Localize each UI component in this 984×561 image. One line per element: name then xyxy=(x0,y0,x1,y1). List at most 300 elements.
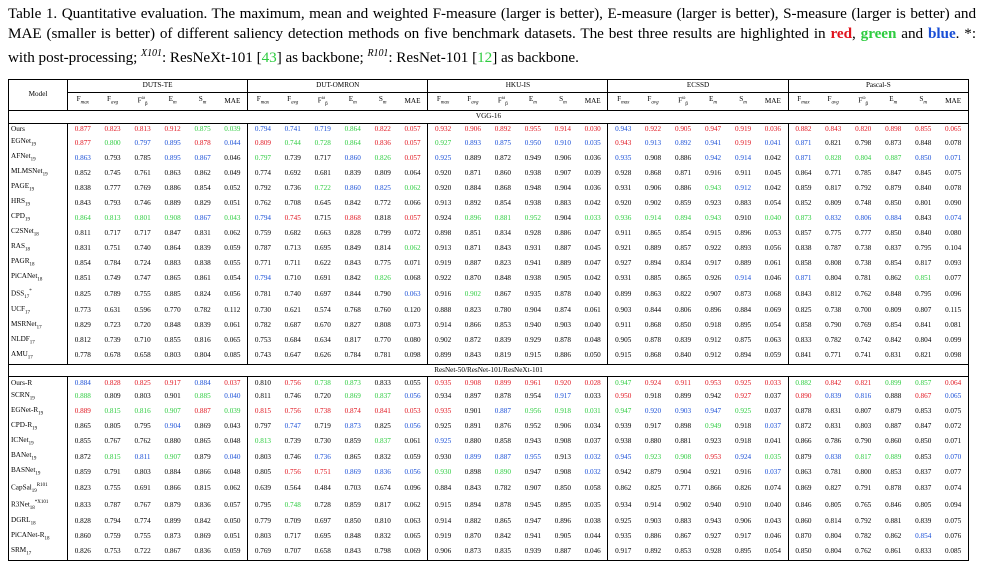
metric-value: 0.885 xyxy=(644,273,662,282)
model-name: $DGRL_{18}$ xyxy=(9,515,68,530)
metric-value: 0.911 xyxy=(735,168,751,177)
metric-value: 0.898 xyxy=(464,467,481,476)
metric-value: 0.892 xyxy=(674,138,692,147)
metric-value: 0.862 xyxy=(885,532,902,541)
model-name: $SCRN_{19}$ xyxy=(9,390,68,405)
metric-value: 0.762 xyxy=(855,290,872,299)
metric-value: 0.769 xyxy=(855,321,872,330)
metric-value: 0.035 xyxy=(578,136,608,151)
metric-value: 0.808 xyxy=(825,258,842,267)
metric-value: 0.823 xyxy=(464,306,481,315)
table-row xyxy=(9,420,969,435)
metric-value: 0.916 xyxy=(734,467,752,476)
metric-value: 0.859 xyxy=(74,467,91,476)
metric-value: 0.080 xyxy=(938,226,968,241)
metric-value: 0.779 xyxy=(254,517,272,526)
metric-value: 0.120 xyxy=(398,304,428,319)
table-row xyxy=(9,435,969,450)
metric-value: 0.887 xyxy=(194,407,211,416)
metric-value: 0.917 xyxy=(158,377,188,390)
metric-value: 0.884 xyxy=(164,467,181,476)
metric-value: 0.892 xyxy=(464,198,481,207)
table-row xyxy=(9,497,969,514)
metric-value: 0.836 xyxy=(188,545,218,561)
metric-value: 0.789 xyxy=(104,290,121,299)
metric-value: 0.884 xyxy=(434,483,452,492)
metric-value: 0.769 xyxy=(248,545,278,561)
metric-value: 0.947 xyxy=(698,123,728,136)
metric-value: 0.901 xyxy=(164,392,181,401)
metric-value: 0.742 xyxy=(855,336,872,345)
metric-value: 0.911 xyxy=(615,321,632,330)
metric-value: 0.862 xyxy=(194,168,211,177)
metric-value: 0.751 xyxy=(104,243,121,252)
table-caption xyxy=(8,4,976,68)
metric-value: 0.772 xyxy=(374,198,391,207)
metric-value: 0.837 xyxy=(915,467,932,476)
caption-and: and xyxy=(896,25,928,42)
metric-value: 0.860 xyxy=(344,153,361,162)
metric-value: 0.831 xyxy=(825,422,842,431)
metric-value: 0.831 xyxy=(878,349,908,365)
metric-value: 0.881 xyxy=(885,517,902,526)
metric-value: 0.889 xyxy=(74,407,91,416)
metric-value: 0.075 xyxy=(938,405,968,420)
metric-value: 0.884 xyxy=(188,377,218,390)
metric-value: 0.794 xyxy=(254,213,272,222)
metric-value: 0.925 xyxy=(734,407,752,416)
model-name-text: NLDF xyxy=(11,334,30,343)
metric-value: 0.782 xyxy=(494,483,511,492)
metric-value: 0.913 xyxy=(434,243,452,252)
metric-value: 0.574 xyxy=(314,306,331,315)
metric-value: 0.756 xyxy=(278,377,308,390)
metric-value: 0.809 xyxy=(254,138,272,147)
metric-value: 0.781 xyxy=(254,290,272,299)
metric-value: 0.927 xyxy=(434,138,452,147)
metric-header: MAE xyxy=(578,92,608,110)
metric-value: 0.827 xyxy=(825,483,842,492)
metric-value: 0.813 xyxy=(104,213,121,222)
metric-value: 0.730 xyxy=(314,437,331,446)
metric-value: 0.842 xyxy=(194,517,211,526)
metric-value: 0.037 xyxy=(758,405,788,420)
metric-header: $S_m$ xyxy=(548,92,578,110)
metric-value: 0.841 xyxy=(374,407,391,416)
metric-value: 0.928 xyxy=(524,228,541,237)
metric-value: 0.879 xyxy=(164,501,181,510)
metric-value: 0.071 xyxy=(398,256,428,271)
metric-value: 0.899 xyxy=(674,392,692,401)
metric-value: 0.819 xyxy=(488,349,518,365)
metric-value: 0.916 xyxy=(704,168,722,177)
metric-value: 0.866 xyxy=(704,483,722,492)
metric-value: 0.797 xyxy=(134,138,151,147)
metric-value: 0.807 xyxy=(915,306,932,315)
metric-value: 0.768 xyxy=(344,306,361,315)
metric-value: 0.787 xyxy=(254,243,272,252)
metric-value: 0.873 xyxy=(734,290,752,299)
metric-value: 0.771 xyxy=(818,349,848,365)
metric-value: 0.874 xyxy=(344,407,361,416)
metric-value: 0.803 xyxy=(855,422,872,431)
metric-value: 0.811 xyxy=(134,452,151,461)
metric-value: 0.058 xyxy=(578,480,608,497)
metric-value: 0.945 xyxy=(524,501,541,510)
model-name-text: EGNet xyxy=(11,136,31,145)
metric-value: 0.810 xyxy=(374,517,391,526)
model-name: BANet$_{19}$ xyxy=(9,450,68,465)
metric-value: 0.828 xyxy=(74,517,91,526)
section-title: ResNet-50/ResNet-101/ResNeXt-101 xyxy=(9,364,969,377)
metric-header: $F_{max}$ xyxy=(608,92,638,110)
metric-value: 0.804 xyxy=(825,532,842,541)
metric-value: 0.860 xyxy=(494,168,511,177)
model-name-text: SCRN xyxy=(11,390,30,399)
metric-value: 0.695 xyxy=(314,532,331,541)
metric-value: 0.961 xyxy=(518,377,548,390)
metric-value: 0.723 xyxy=(104,321,121,330)
metric-value: 0.925 xyxy=(434,153,452,162)
metric-value: 0.866 xyxy=(464,321,481,330)
metric-value: 0.825 xyxy=(374,183,391,192)
metric-value: 0.883 xyxy=(554,198,571,207)
metric-value: 0.771 xyxy=(674,483,692,492)
metric-value: 0.912 xyxy=(698,349,728,365)
metric-value: 0.066 xyxy=(398,196,428,211)
metric-value: 0.838 xyxy=(795,243,812,252)
metric-value: 0.912 xyxy=(704,336,722,345)
metric-value: 0.061 xyxy=(578,304,608,319)
metric-value: 0.866 xyxy=(795,437,812,446)
metric-value: 0.821 xyxy=(908,349,938,365)
metric-value: 0.887 xyxy=(464,258,481,267)
metric-value: 0.895 xyxy=(554,501,571,510)
metric-value: 0.717 xyxy=(104,228,121,237)
metric-value: 0.658 xyxy=(128,349,158,365)
metric-value: 0.747 xyxy=(134,273,151,282)
metric-value: 0.842 xyxy=(344,198,361,207)
metric-value: 0.076 xyxy=(938,530,968,545)
metric-value: 0.804 xyxy=(855,153,872,162)
caption-blue-word: blue xyxy=(927,25,956,42)
table-row xyxy=(9,151,969,166)
metric-value: 0.915 xyxy=(608,349,638,365)
metric-value: 0.898 xyxy=(878,123,908,136)
metric-value: 0.056 xyxy=(758,241,788,256)
metric-value: 0.844 xyxy=(344,290,361,299)
metric-value: 0.781 xyxy=(855,273,872,282)
metric-value: 0.057 xyxy=(398,151,428,166)
metric-header: $E_m$ xyxy=(698,92,728,110)
metric-value: 0.791 xyxy=(104,467,121,476)
table-row xyxy=(9,241,969,256)
metric-value: 0.795 xyxy=(915,290,932,299)
metric-value: 0.903 xyxy=(554,321,571,330)
metric-value: 0.848 xyxy=(885,290,902,299)
metric-value: 0.942 xyxy=(615,467,632,476)
metric-value: 0.760 xyxy=(374,306,391,315)
metric-value: 0.919 xyxy=(434,258,452,267)
metric-value: 0.043 xyxy=(218,420,248,435)
metric-value: 0.876 xyxy=(494,422,511,431)
metric-value: 0.827 xyxy=(344,321,361,330)
metric-value: 0.952 xyxy=(524,213,541,222)
metric-value: 0.884 xyxy=(68,377,98,390)
metric-value: 0.807 xyxy=(855,407,872,416)
metric-value: 0.817 xyxy=(374,501,391,510)
metric-value: 0.048 xyxy=(578,334,608,349)
model-name-text: Ours xyxy=(11,124,25,133)
metric-value: 0.634 xyxy=(314,336,331,345)
metric-value: 0.767 xyxy=(104,437,121,446)
caption-r101-mark: R101 xyxy=(367,48,389,59)
metric-value: 0.762 xyxy=(134,437,151,446)
metric-value: 0.851 xyxy=(915,273,932,282)
caption-text-4: ] as backbone; xyxy=(276,49,368,67)
metric-header: $E_m$ xyxy=(878,92,908,110)
metric-value: 0.919 xyxy=(728,123,758,136)
metric-value: 0.755 xyxy=(134,290,151,299)
metric-value: 0.847 xyxy=(164,228,181,237)
metric-value: 0.845 xyxy=(915,168,932,177)
metric-value: 0.853 xyxy=(494,321,511,330)
metric-header: $F_{max}$ xyxy=(248,92,278,110)
metric-value: 0.780 xyxy=(494,306,511,315)
dataset-header: DUT-OMRON xyxy=(248,80,428,93)
metric-value: 0.839 xyxy=(674,336,692,345)
metric-value: 0.910 xyxy=(734,213,752,222)
metric-value: 0.041 xyxy=(758,136,788,151)
model-name-text: MLMSNet xyxy=(11,166,43,175)
metric-value: 0.858 xyxy=(795,321,812,330)
metric-value: 0.869 xyxy=(194,532,211,541)
metric-value: 0.942 xyxy=(704,153,722,162)
metric-value: 0.911 xyxy=(668,377,698,390)
metric-header: $F_{avg}$ xyxy=(818,92,848,110)
metric-value: 0.864 xyxy=(795,168,812,177)
metric-value: 0.863 xyxy=(644,290,662,299)
caption-citation-link[interactable]: 43 xyxy=(261,49,277,67)
metric-value: 0.817 xyxy=(344,336,361,345)
metric-value: 0.841 xyxy=(915,321,932,330)
model-name: CapSal$_{19}^{R101}$ xyxy=(9,480,68,497)
metric-value: 0.829 xyxy=(74,321,91,330)
model-name: $NLDF_{17}$ xyxy=(9,334,68,349)
metric-value: 0.061 xyxy=(398,435,428,450)
metric-value: 0.919 xyxy=(434,532,452,541)
metric-value: 0.942 xyxy=(704,392,722,401)
metric-value: 0.906 xyxy=(458,123,488,136)
metric-value: 0.875 xyxy=(734,336,752,345)
metric-value: 0.915 xyxy=(434,501,452,510)
metric-value: 0.902 xyxy=(464,290,481,299)
metric-value: 0.894 xyxy=(674,213,692,222)
metric-value: 0.034 xyxy=(578,420,608,435)
metric-value: 0.774 xyxy=(134,517,151,526)
metric-value: 0.865 xyxy=(164,273,181,282)
metric-value: 0.858 xyxy=(494,437,511,446)
metric-value: 0.859 xyxy=(674,198,692,207)
metric-value: 0.878 xyxy=(194,138,211,147)
metric-value: 0.848 xyxy=(915,138,932,147)
metric-value: 0.843 xyxy=(74,198,91,207)
metric-value: 0.871 xyxy=(464,168,481,177)
metric-value: 0.928 xyxy=(615,168,632,177)
metric-value: 0.885 xyxy=(164,290,181,299)
metric-value: 0.872 xyxy=(795,422,812,431)
metric-value: 0.947 xyxy=(524,467,541,476)
metric-value: 0.039 xyxy=(578,166,608,181)
metric-value: 0.917 xyxy=(734,532,752,541)
metric-value: 0.889 xyxy=(554,258,571,267)
metric-value: 0.833 xyxy=(908,545,938,561)
metric-value: 0.865 xyxy=(494,517,511,526)
metric-value: 0.917 xyxy=(608,545,638,561)
metric-value: 0.747 xyxy=(284,422,301,431)
table-row xyxy=(9,286,969,303)
metric-value: 0.863 xyxy=(164,168,181,177)
caption-citation-link[interactable]: 12 xyxy=(477,49,493,67)
metric-value: 0.054 xyxy=(218,271,248,286)
metric-value: 0.850 xyxy=(885,198,902,207)
metric-value: 0.895 xyxy=(734,321,752,330)
metric-value: 0.046 xyxy=(758,530,788,545)
metric-value: 0.896 xyxy=(464,213,481,222)
metric-header: $F^\omega_\beta$ xyxy=(488,92,518,110)
metric-value: 0.922 xyxy=(704,243,722,252)
metric-value: 0.881 xyxy=(674,437,692,446)
dataset-header: DUTS-TE xyxy=(68,80,248,93)
metric-value: 0.626 xyxy=(308,349,338,365)
metric-value: 0.885 xyxy=(194,392,211,401)
metric-value: 0.883 xyxy=(164,258,181,267)
metric-value: 0.873 xyxy=(885,138,902,147)
metric-value: 0.854 xyxy=(674,228,692,237)
metric-value: 0.868 xyxy=(344,213,361,222)
metric-value: 0.818 xyxy=(374,213,391,222)
metric-value: 0.756 xyxy=(284,407,301,416)
metric-value: 0.061 xyxy=(218,319,248,334)
metric-value: 0.032 xyxy=(578,450,608,465)
metric-value: 0.842 xyxy=(494,532,511,541)
metric-value: 0.104 xyxy=(938,241,968,256)
metric-header: $F_{avg}$ xyxy=(638,92,668,110)
metric-value: 0.852 xyxy=(74,168,91,177)
table-row xyxy=(9,319,969,334)
metric-value: 0.811 xyxy=(254,392,271,401)
metric-value: 0.028 xyxy=(578,377,608,390)
metric-value: 0.914 xyxy=(644,213,662,222)
metric-value: 0.889 xyxy=(734,258,752,267)
model-name-text: PAGR xyxy=(11,257,30,266)
metric-value: 0.682 xyxy=(284,228,301,237)
metric-value: 0.883 xyxy=(734,198,752,207)
table-row xyxy=(9,334,969,349)
metric-value: 0.894 xyxy=(464,501,481,510)
metric-value: 0.825 xyxy=(128,377,158,390)
metric-value: 0.896 xyxy=(704,306,722,315)
metric-value: 0.064 xyxy=(398,166,428,181)
metric-value: 0.904 xyxy=(554,183,571,192)
metric-value: 0.855 xyxy=(164,336,181,345)
metric-value: 0.736 xyxy=(314,452,331,461)
metric-value: 0.850 xyxy=(915,153,932,162)
metric-value: 0.905 xyxy=(668,123,698,136)
metric-value: 0.939 xyxy=(518,545,548,561)
metric-value: 0.871 xyxy=(795,138,812,147)
metric-value: 0.831 xyxy=(194,228,211,237)
metric-value: 0.663 xyxy=(314,228,331,237)
metric-value: 0.817 xyxy=(855,452,872,461)
metric-value: 0.848 xyxy=(164,321,181,330)
metric-value: 0.800 xyxy=(855,467,872,476)
model-name: $SRM_{17}$ xyxy=(9,545,68,561)
metric-value: 0.753 xyxy=(98,545,128,561)
metric-value: 0.781 xyxy=(368,349,398,365)
metric-value: 0.910 xyxy=(734,501,752,510)
metric-value: 0.825 xyxy=(644,483,662,492)
metric-value: 0.907 xyxy=(554,168,571,177)
metric-value: 0.787 xyxy=(825,243,842,252)
metric-value: 0.860 xyxy=(344,183,361,192)
metric-value: 0.728 xyxy=(314,138,331,147)
metric-value: 0.717 xyxy=(314,153,331,162)
section-title: VGG-16 xyxy=(9,111,969,124)
metric-value: 0.621 xyxy=(284,306,301,315)
metric-value: 0.071 xyxy=(938,435,968,450)
metric-value: 0.564 xyxy=(284,483,301,492)
metric-value: 0.833 xyxy=(74,501,91,510)
metric-value: 0.812 xyxy=(74,336,91,345)
metric-value: 0.907 xyxy=(164,452,181,461)
metric-value: 0.691 xyxy=(134,483,151,492)
metric-value: 0.920 xyxy=(434,183,452,192)
metric-value: 0.877 xyxy=(74,138,91,147)
metric-value: 0.053 xyxy=(758,226,788,241)
metric-value: 0.761 xyxy=(134,168,151,177)
table-row xyxy=(9,390,969,405)
metric-value: 0.935 xyxy=(524,290,541,299)
metric-value: 0.046 xyxy=(218,151,248,166)
metric-value: 0.112 xyxy=(218,304,248,319)
metric-value: 0.816 xyxy=(855,392,872,401)
metric-value: 0.784 xyxy=(104,258,121,267)
metric-value: 0.878 xyxy=(494,501,511,510)
metric-value: 0.094 xyxy=(938,497,968,514)
caption-text-6: ] as backbone. xyxy=(492,49,579,67)
metric-value: 0.825 xyxy=(795,306,812,315)
metric-value: 0.907 xyxy=(704,290,722,299)
metric-value: 0.905 xyxy=(554,532,571,541)
metric-value: 0.658 xyxy=(308,545,338,561)
caption-text-5: : ResNet-101 [ xyxy=(388,49,478,67)
model-name: CPD-$R_{19}$ xyxy=(9,420,68,435)
metric-value: 0.785 xyxy=(855,168,872,177)
metric-value: 0.045 xyxy=(578,241,608,256)
metric-value: 0.867 xyxy=(674,532,692,541)
metric-value: 0.803 xyxy=(254,452,272,461)
metric-value: 0.062 xyxy=(398,497,428,514)
metric-value: 0.904 xyxy=(164,422,181,431)
metric-value: 0.850 xyxy=(344,517,361,526)
metric-value: 0.036 xyxy=(758,123,788,136)
metric-value: 0.046 xyxy=(578,545,608,561)
metric-value: 0.855 xyxy=(908,123,938,136)
metric-value: 0.085 xyxy=(218,349,248,365)
metric-value: 0.884 xyxy=(734,306,752,315)
metric-value: 0.719 xyxy=(314,422,331,431)
